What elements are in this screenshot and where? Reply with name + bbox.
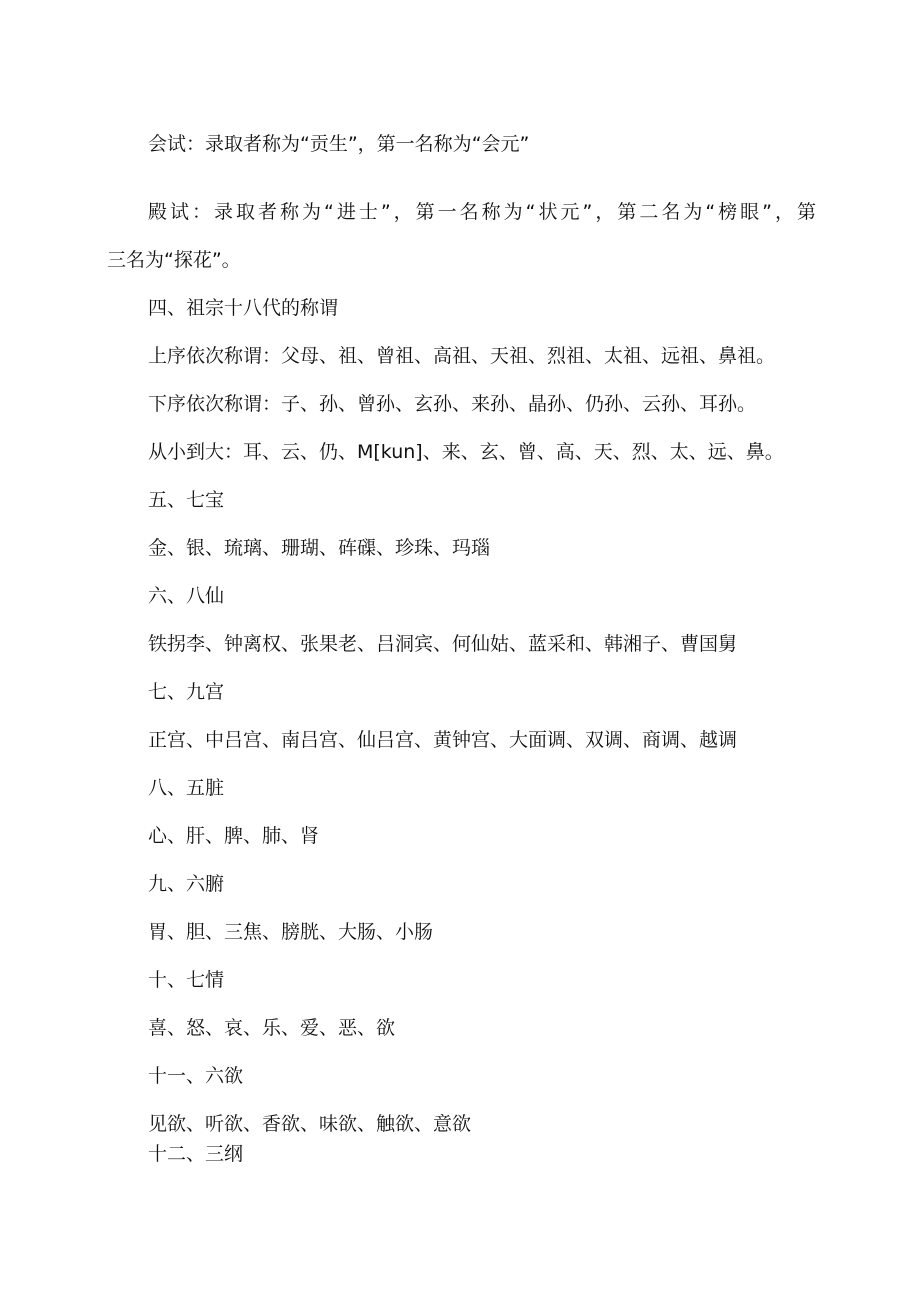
- paragraph-small-to-large: 从小到大：耳、云、仍、M[kun]、来、玄、曾、高、天、烈、太、远、鼻。: [148, 441, 784, 463]
- paragraph-six-viscera: 胃、胆、三焦、膀胱、大肠、小肠: [148, 921, 434, 943]
- section-heading-11: 十一、六欲: [148, 1065, 244, 1087]
- section-heading-9: 九、六腑: [148, 873, 225, 895]
- paragraph-seven-emotions: 喜、怒、哀、乐、爱、恶、欲: [148, 1017, 396, 1039]
- paragraph-descendants-lower: 下序依次称谓：子、孙、曾孙、玄孙、来孙、晶孙、仍孙、云孙、耳孙。: [148, 393, 757, 415]
- paragraph-dianshi-continued: 三名为“探花”。: [107, 249, 241, 271]
- paragraph-ancestors-upper: 上序依次称谓：父母、祖、曾祖、高祖、天祖、烈祖、太祖、远祖、鼻祖。: [148, 345, 776, 367]
- paragraph-huishi: 会试：录取者称为“贡生”，第一名称为“会元”: [148, 133, 530, 155]
- section-heading-5: 五、七宝: [148, 489, 225, 511]
- section-heading-4: 四、祖宗十八代的称谓: [148, 297, 339, 319]
- section-heading-10: 十、七情: [148, 969, 225, 991]
- section-heading-12: 十二、三纲: [148, 1143, 244, 1165]
- paragraph-seven-treasures: 金、银、琉璃、珊瑚、砗磲、珍珠、玛瑙: [148, 537, 491, 559]
- paragraph-eight-immortals: 铁拐李、钟离权、张果老、吕洞宾、何仙姑、蓝采和、韩湘子、曹国舅: [148, 633, 738, 655]
- paragraph-nine-palaces: 正宫、中吕宫、南吕宫、仙吕宫、黄钟宫、大面调、双调、商调、越调: [148, 729, 738, 751]
- section-heading-6: 六、八仙: [148, 585, 225, 607]
- section-heading-8: 八、五脏: [148, 777, 225, 799]
- paragraph-dianshi: 殿试：录取者称为“进士”，第一名称为“状元”，第二名为“榜眼”，第: [148, 201, 816, 223]
- paragraph-five-organs: 心、肝、脾、肺、肾: [148, 825, 320, 847]
- section-heading-7: 七、九宫: [148, 681, 225, 703]
- paragraph-six-desires: 见欲、听欲、香欲、味欲、触欲、意欲: [148, 1113, 472, 1135]
